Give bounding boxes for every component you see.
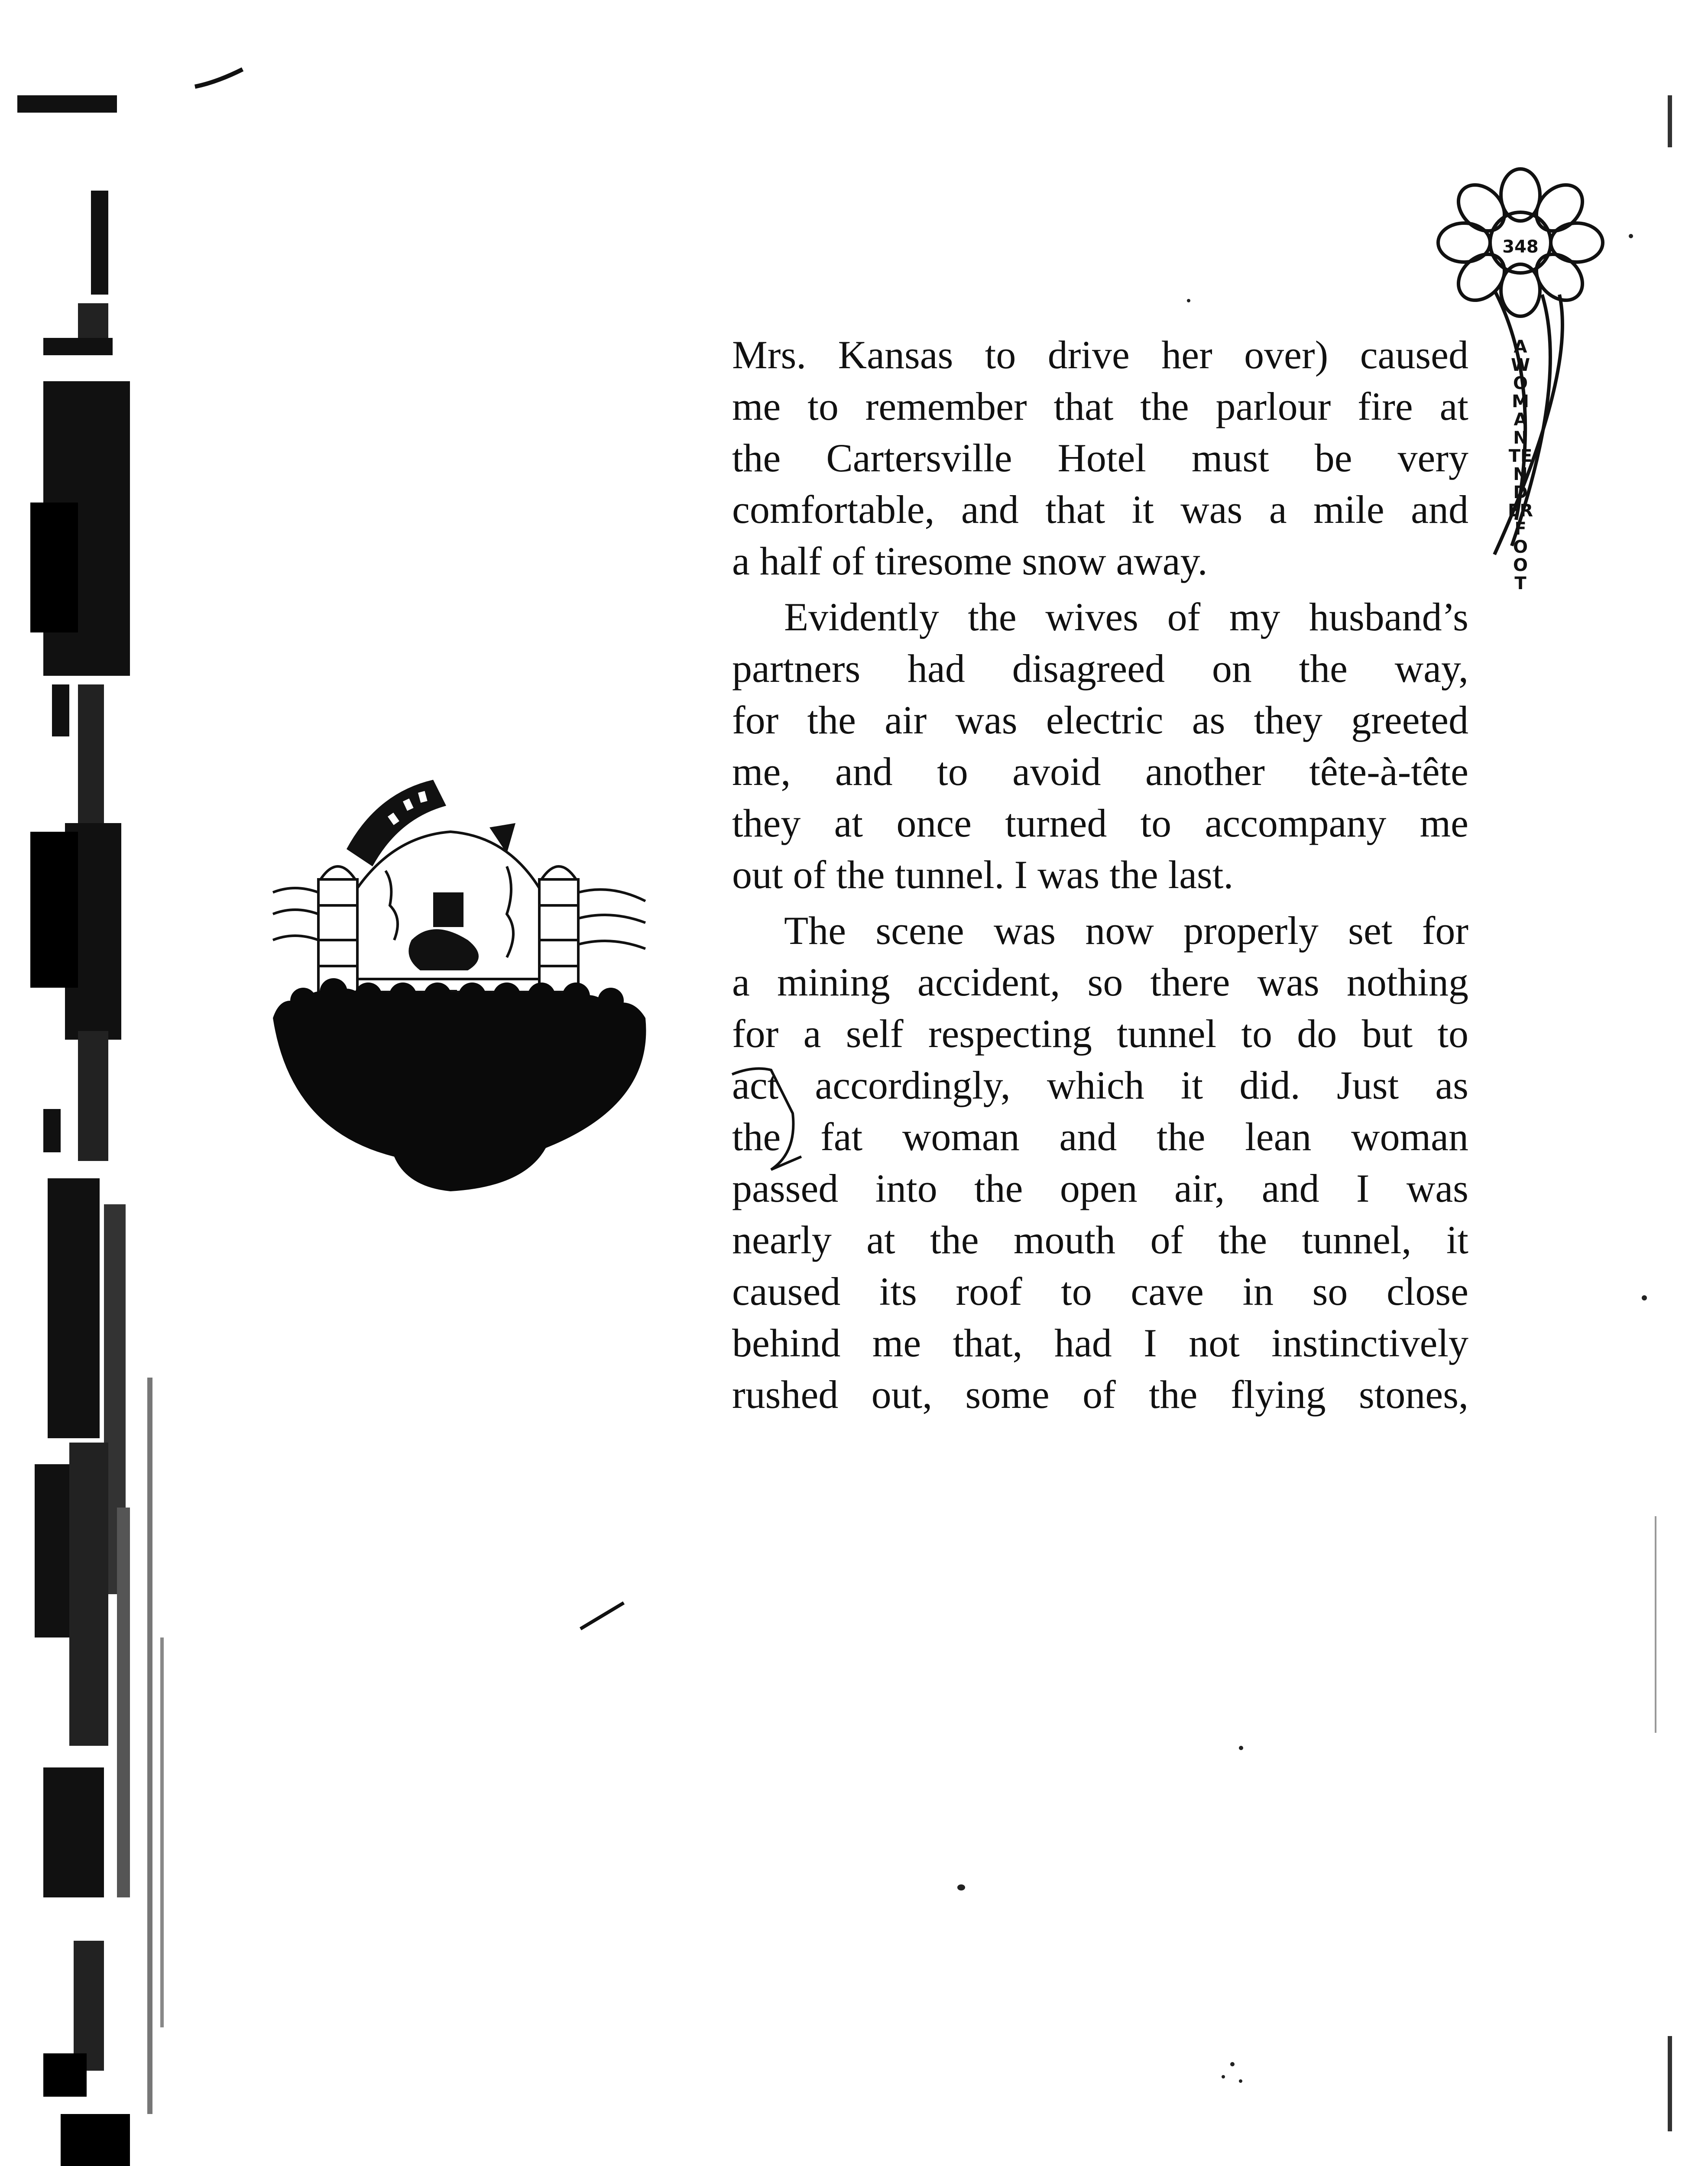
paragraph <box>732 905 1468 1420</box>
text-line: partners had disagreed on the way, <box>732 646 1468 691</box>
body-text <box>732 329 1468 1420</box>
text-line: behind me that, had I not instinctively <box>732 1321 1468 1365</box>
text-line: nearly at the mouth of the tunnel, it <box>732 1218 1468 1262</box>
speck <box>1239 1746 1243 1750</box>
text-line: the fat woman and the lean woman <box>732 1115 1468 1159</box>
theater-stage-illustration-icon <box>264 775 663 1196</box>
text-line: comfortable, and that it was a mile and <box>732 487 1468 532</box>
speck <box>1629 234 1633 238</box>
ink-mark <box>191 61 251 95</box>
scan-edge-artifact <box>1668 2036 1672 2131</box>
scan-edge-artifact <box>1668 95 1672 147</box>
speck <box>957 1884 965 1890</box>
scan-edge-artifact <box>17 78 195 2166</box>
text-line: the Cartersville Hotel must be very <box>732 436 1468 480</box>
proofreading-mark <box>728 1057 840 1204</box>
text-line: a mining accident, so there was nothing <box>732 960 1468 1004</box>
speck <box>1642 1295 1647 1300</box>
ink-mark <box>576 1586 628 1637</box>
text-line: act accordingly, which it did. Just as <box>732 1063 1468 1107</box>
text-line: they at once turned to accompany me <box>732 801 1468 845</box>
running-title: A WOMAN TENDERFOOT <box>1507 337 1533 593</box>
text-line: Evidently the wives of my husband’s <box>784 595 1468 639</box>
paragraph <box>732 329 1468 587</box>
speck <box>1230 2062 1235 2066</box>
text-line: me, and to avoid another tête-à-tête <box>732 749 1468 794</box>
speck <box>1187 299 1190 302</box>
paragraph <box>732 591 1468 901</box>
text-line: for a self respecting tunnel to do but to <box>732 1012 1468 1056</box>
text-line: passed into the open air, and I was <box>732 1166 1468 1210</box>
speck <box>1239 2079 1242 2083</box>
text-line: rushed out, some of the flying stones, <box>732 1372 1468 1417</box>
page-number: 348 <box>1502 237 1539 257</box>
text-line: me to remember that the parlour fire at <box>732 384 1468 428</box>
text-line: caused its roof to cave in so close <box>732 1269 1468 1313</box>
text-line: Mrs. Kansas to drive her over) caused <box>732 333 1468 377</box>
text-line: out of the tunnel. I was the last. <box>732 853 1234 897</box>
text-line: a half of tiresome snow away. <box>732 539 1208 583</box>
scan-edge-artifact <box>1655 1516 1656 1733</box>
speck <box>1222 2075 1225 2078</box>
text-line: The scene was now properly set for <box>784 908 1468 953</box>
text-line: for the air was electric as they greeted <box>732 698 1468 742</box>
